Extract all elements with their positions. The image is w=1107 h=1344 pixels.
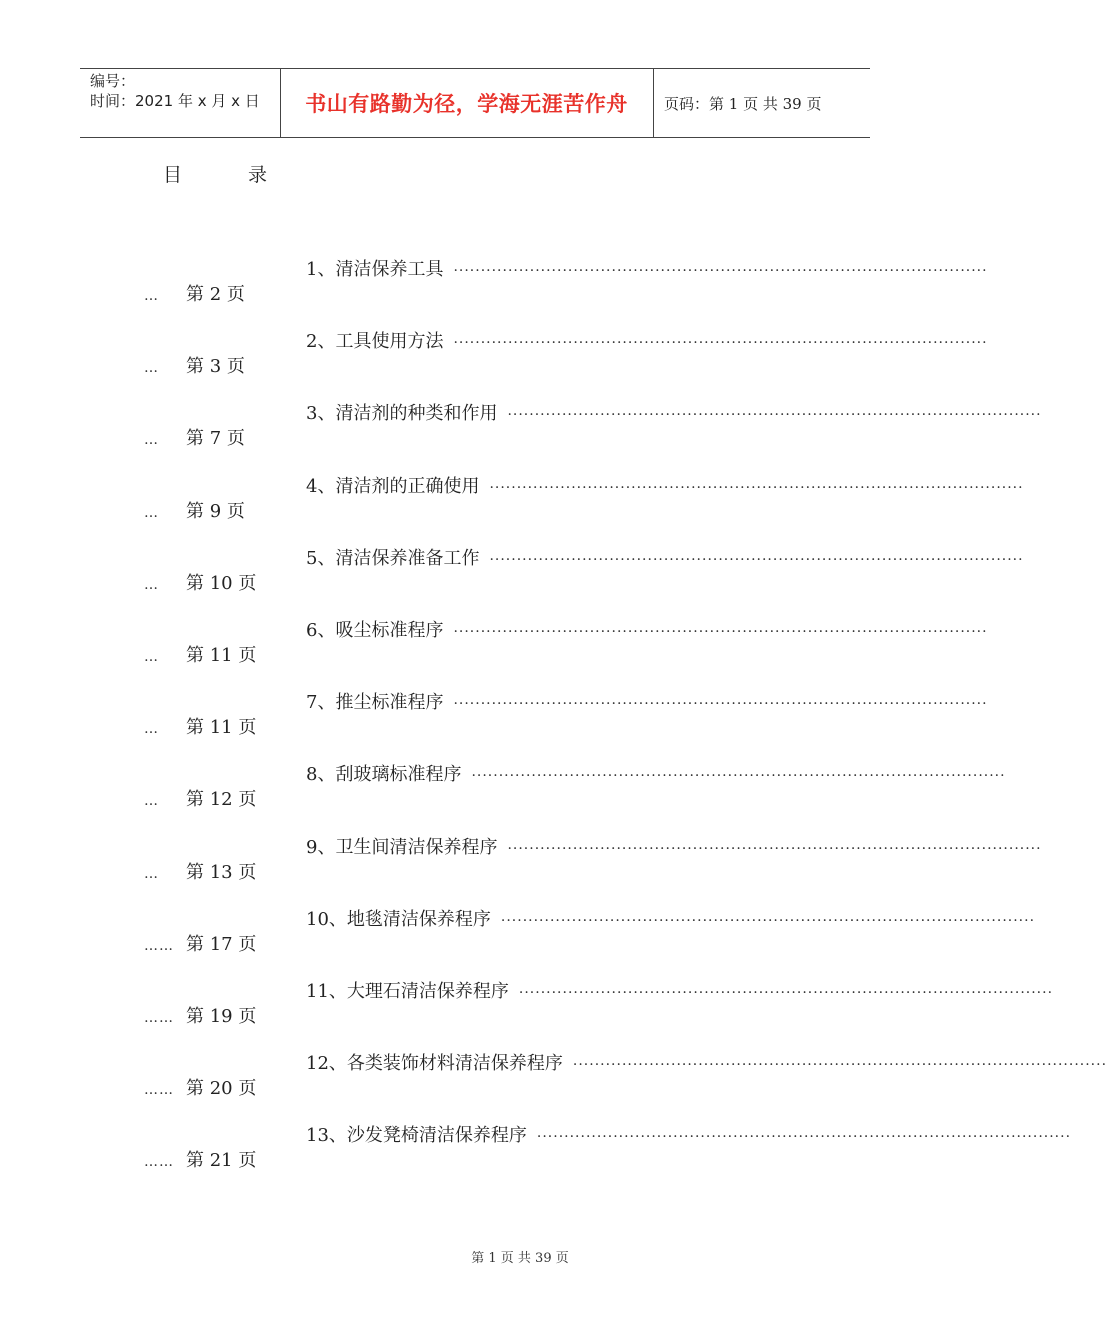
toc-entry xyxy=(306,760,1006,786)
toc-leader-dots: ·································································································· xyxy=(518,985,1054,1001)
toc-entry-page: 第 12 页 xyxy=(186,789,257,810)
document-header xyxy=(80,68,870,138)
toc-entry xyxy=(306,327,988,353)
toc-entry-label: 9、卫生间清洁保养程序 xyxy=(306,837,498,858)
toc-entry-page-line xyxy=(144,858,256,884)
toc-entry-page-line xyxy=(144,280,245,306)
toc-entry-page: 第 3 页 xyxy=(186,356,245,377)
toc-entry-page-line xyxy=(144,497,245,523)
toc-entry-page-line xyxy=(144,1002,256,1028)
toc-entry xyxy=(306,544,1024,570)
toc-title-left: 目 xyxy=(163,164,183,186)
toc-entry-label: 6、吸尘标准程序 xyxy=(306,620,444,641)
toc-leader-tail: … xyxy=(144,577,159,593)
toc-leader-tail: …… xyxy=(144,1010,174,1026)
toc-entry-page-line xyxy=(144,1146,256,1172)
toc-leader-dots: ·································································································· xyxy=(489,552,1024,568)
toc-entry xyxy=(306,1049,1107,1075)
header-time-label: 时间：2021 年 x 月 x 日 xyxy=(90,92,260,110)
toc-entry-label: 13、沙发凳椅清洁保养程序 xyxy=(306,1125,527,1146)
toc-leader-dots: ·································································································· xyxy=(507,841,1042,857)
toc-entry-label: 7、推尘标准程序 xyxy=(306,692,444,713)
toc-entry xyxy=(306,399,1042,425)
toc-entry-page-line xyxy=(144,1074,256,1100)
toc-leader-tail: … xyxy=(144,649,159,665)
toc-entry-label: 2、工具使用方法 xyxy=(306,331,444,352)
toc-leader-dots: ·································································································· xyxy=(453,335,988,351)
toc-leader-dots: ·································································································· xyxy=(453,696,988,712)
toc-entry-page: 第 7 页 xyxy=(186,428,245,449)
toc-entry-page-line xyxy=(144,569,256,595)
toc-leader-tail: …… xyxy=(144,938,174,954)
toc-entry xyxy=(306,472,1024,498)
toc-entry xyxy=(306,977,1054,1003)
toc-leader-tail: … xyxy=(144,866,159,882)
header-number-label: 编号： xyxy=(90,72,136,90)
toc-leader-tail: …… xyxy=(144,1082,174,1098)
toc-entry-page: 第 2 页 xyxy=(186,284,245,305)
toc-leader-tail: … xyxy=(144,432,159,448)
toc-leader-tail: … xyxy=(144,505,159,521)
toc-entry-label: 8、刮玻璃标准程序 xyxy=(306,764,462,785)
toc-entry xyxy=(306,905,1036,931)
toc-entry-page-line xyxy=(144,713,256,739)
toc-entry xyxy=(306,1121,1072,1147)
toc-entry-label: 3、清洁剂的种类和作用 xyxy=(306,403,498,424)
toc-leader-dots: ·································································································· xyxy=(489,480,1024,496)
header-meta xyxy=(90,71,260,111)
toc-entry-page: 第 20 页 xyxy=(186,1078,257,1099)
toc-entry-page: 第 11 页 xyxy=(186,717,257,738)
toc-entry-page-line xyxy=(144,930,256,956)
toc-leader-dots: ·································································································· xyxy=(536,1129,1072,1145)
toc-entry-page: 第 13 页 xyxy=(186,862,257,883)
toc-entry-page: 第 17 页 xyxy=(186,934,257,955)
toc-entry-page-line xyxy=(144,424,245,450)
toc-title-right: 录 xyxy=(248,164,268,186)
toc-entry xyxy=(306,833,1042,859)
toc-entry-page: 第 11 页 xyxy=(186,645,257,666)
toc-leader-dots: ·································································································· xyxy=(453,263,988,279)
toc-entry-label: 10、地毯清洁保养程序 xyxy=(306,909,491,930)
header-divider xyxy=(653,69,654,137)
toc-entry-page: 第 9 页 xyxy=(186,501,245,522)
toc-entry-page-line xyxy=(144,785,256,811)
toc-leader-tail: … xyxy=(144,360,159,376)
toc-entry-page-line xyxy=(144,352,245,378)
toc-entry-label: 11、大理石清洁保养程序 xyxy=(306,981,509,1002)
toc-entry-label: 1、清洁保养工具 xyxy=(306,259,444,280)
toc-title xyxy=(163,160,267,187)
toc-leader-tail: … xyxy=(144,288,159,304)
toc-entry xyxy=(306,688,988,714)
toc-leader-dots: ·································································································· xyxy=(453,624,988,640)
toc-entry-page-line xyxy=(144,641,256,667)
page-footer: 第 1 页 共 39 页 xyxy=(471,1251,569,1266)
toc-entry-page: 第 19 页 xyxy=(186,1006,257,1027)
toc-entry-page: 第 21 页 xyxy=(186,1150,257,1171)
toc-leader-dots: ·································································································· xyxy=(500,913,1036,929)
toc-leader-dots: ·································································································· xyxy=(572,1057,1107,1073)
toc-leader-dots: ·································································································· xyxy=(471,768,1006,784)
toc-leader-tail: …… xyxy=(144,1154,174,1170)
toc-entry-label: 5、清洁保养准备工作 xyxy=(306,548,480,569)
toc-entry-page: 第 10 页 xyxy=(186,573,257,594)
toc-entry xyxy=(306,616,988,642)
toc-entry-label: 12、各类装饰材料清洁保养程序 xyxy=(306,1053,563,1074)
toc-entry-label: 4、清洁剂的正确使用 xyxy=(306,476,480,497)
header-motto: 书山有路勤为径，学海无涯苦作舟 xyxy=(305,92,628,116)
toc-leader-dots: ·································································································· xyxy=(507,407,1042,423)
toc-entry xyxy=(306,255,988,281)
header-page-info: 页码：第 1 页 共 39 页 xyxy=(664,94,822,113)
toc-leader-tail: … xyxy=(144,793,159,809)
toc-leader-tail: … xyxy=(144,721,159,737)
